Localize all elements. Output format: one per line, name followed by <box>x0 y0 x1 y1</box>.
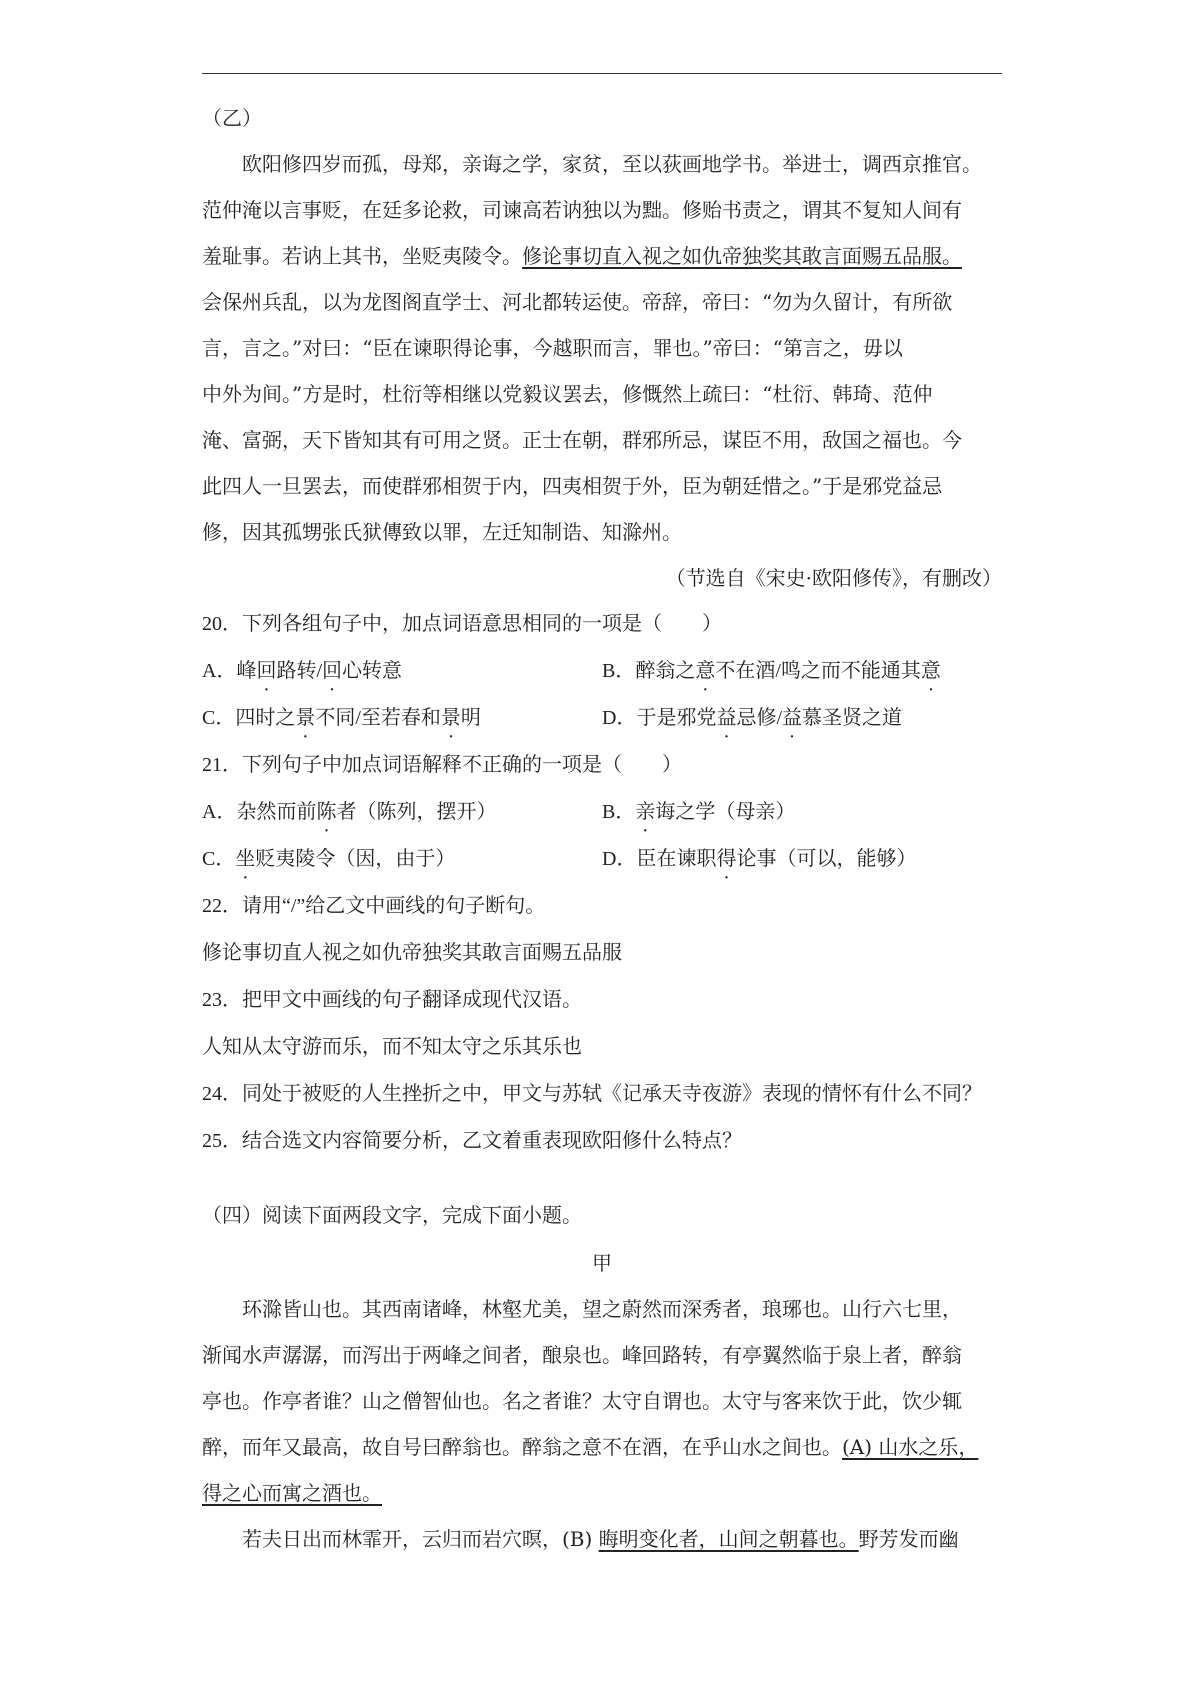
section-4-heading: （四）阅读下面两段文字，完成下面小题。 <box>202 1205 582 1227</box>
passage-jia-line <box>202 1424 1002 1470</box>
dotted-word: 意 <box>695 660 716 682</box>
passage-jia-text: 野芳发而幽 <box>858 1527 959 1551</box>
dotted-word: 得 <box>716 848 737 870</box>
option-text: 明 <box>460 707 481 729</box>
dotted-word: 陈 <box>316 801 337 823</box>
passage-yi-text: 羞耻事。若讷上其书，坐贬夷陵令。 <box>202 244 522 268</box>
underlined-sentence-b: 晦明变化者，山间之朝暮也。 <box>598 1527 859 1551</box>
dotted-word: 益 <box>716 707 737 729</box>
option-text: 者（陈列，摆开） <box>336 801 497 823</box>
dotted-word: 回 <box>322 660 343 682</box>
option-text: 诲之学（母亲） <box>655 801 796 823</box>
question-20-option-c <box>202 695 602 742</box>
option-text: B．醉翁之 <box>602 660 696 682</box>
question-21-options-row <box>202 836 1002 883</box>
dotted-word: 益 <box>782 707 803 729</box>
passage-jia-line <box>202 1470 1002 1516</box>
passage-jia-line: 环滁皆山也。其西南诸峰，林壑尤美，望之蔚然而深秀者，琅琊也。山行六七里， <box>242 1297 962 1321</box>
question-22-sentence: 修论事切直人视之如仇帝独奖其敢言面赐五品服 <box>202 942 622 964</box>
option-text: D．于是邪党 <box>602 707 717 729</box>
question-21-options-row <box>202 789 1002 836</box>
option-text: C． <box>202 848 236 870</box>
document-page <box>202 95 1002 1562</box>
option-text: 不在酒/鸣之而不能通其 <box>715 660 921 682</box>
question-20-option-b <box>602 648 1002 695</box>
passage-jia-label: 甲 <box>592 1251 612 1275</box>
option-text: B． <box>602 801 636 823</box>
option-text: A．杂然而前 <box>202 801 317 823</box>
dotted-word: 亲 <box>635 801 656 823</box>
question-24-stem: 24．同处于被贬的人生挫折之中，甲文与苏轼《记承天寺夜游》表现的情怀有什么不同？ <box>202 1083 982 1105</box>
dotted-word: 回 <box>256 660 277 682</box>
option-text: 心转意 <box>342 660 403 682</box>
passage-jia-line: 渐闻水声潺潺，而泻出于两峰之间者，酿泉也。峰回路转，有亭翼然临于泉上者，醉翁 <box>202 1343 962 1367</box>
option-text: A．峰 <box>202 660 257 682</box>
passage-yi-line <box>202 233 1002 279</box>
passage-yi-line: 言，言之。”对曰：“臣在谏职得论事，今越职而言，罪也。”帝曰：“第言之，毋以 <box>202 336 903 360</box>
passage-source: （节选自《宋史·欧阳修传》，有删改） <box>665 566 1002 590</box>
question-23-stem: 23．把甲文中画线的句子翻译成现代汉语。 <box>202 989 582 1011</box>
underlined-sentence-a: 得之心而寓之酒也。 <box>202 1481 382 1505</box>
passage-yi-line: 范仲淹以言事贬，在廷多论救，司谏高若讷独以为黜。修贻书责之，谓其不复知人间有 <box>202 198 962 222</box>
option-text: 慕圣贤之道 <box>802 707 903 729</box>
dotted-word: 景 <box>440 707 461 729</box>
dotted-word: 坐 <box>235 848 256 870</box>
option-text: 路转/ <box>276 660 323 682</box>
dotted-word: 景 <box>295 707 316 729</box>
question-21-option-c <box>202 836 602 883</box>
question-20-option-d <box>602 695 1002 742</box>
question-20-options-row <box>202 695 1002 742</box>
passage-yi-line: 此四人一旦罢去，而使群邪相贺于内，四夷相贺于外，臣为朝廷惜之。”于是邪党益忌 <box>202 474 943 498</box>
question-20-stem: 20．下列各组句子中，加点词语意思相同的一项是（ ） <box>202 613 722 635</box>
option-text: 忌修/ <box>736 707 783 729</box>
question-21-option-a <box>202 789 602 836</box>
option-text: D．臣在谏职 <box>602 848 717 870</box>
dotted-word: 意 <box>920 660 941 682</box>
passage-yi-line: 中外为间。”方是时，杜衍等相继以党毅议罢去，修慨然上疏曰：“杜衍、韩琦、范仲 <box>202 382 933 406</box>
question-21-option-b <box>602 789 1002 836</box>
passage-yi-line: 会保州兵乱，以为龙图阁直学士、河北都转运使。帝辞，帝曰：“勿为久留计，有所欲 <box>202 290 953 314</box>
question-23-sentence: 人知从太守游而乐，而不知太守之乐其乐也 <box>202 1036 582 1058</box>
passage-yi-label: （乙） <box>202 106 262 130</box>
option-text: C．四时之 <box>202 707 296 729</box>
option-text: 不同/至若春和 <box>315 707 441 729</box>
passage-yi-line: 淹、富弼，天下皆知其有可用之贤。正士在朝，群邪所忌，谋臣不用，敌国之福也。今 <box>202 428 962 452</box>
question-20-option-a <box>202 648 602 695</box>
passage-jia-text: 醉，而年又最高，故自号曰醉翁也。醉翁之意不在酒，在乎山水之间也。 <box>202 1435 842 1459</box>
option-text: 贬夷陵令（因，由于） <box>255 848 456 870</box>
question-25-stem: 25．结合选文内容简要分析，乙文着重表现欧阳修什么特点？ <box>202 1130 742 1152</box>
passage-yi-line: 修，因其孤甥张氏狱傳致以罪，左迁知制诰、知滁州。 <box>202 520 682 544</box>
question-21-option-d <box>602 836 1002 883</box>
passage-jia-line: 亭也。作亭者谁？山之僧智仙也。名之者谁？太守自谓也。太守与客来饮于此，饮少辄 <box>202 1389 962 1413</box>
underlined-sentence: 修论事切直入视之如仇帝独奖其敢言面赐五品服。 <box>522 244 962 268</box>
question-21-stem: 21．下列句子中加点词语解释不正确的一项是（ ） <box>202 754 682 776</box>
underlined-sentence-a: (A) 山水之乐， <box>842 1435 979 1459</box>
question-22-stem: 22．请用“/”给乙文中画线的句子断句。 <box>202 895 546 917</box>
question-20-options-row <box>202 648 1002 695</box>
option-text: 论事（可以，能够） <box>736 848 917 870</box>
passage-jia-text: 若夫日出而林霏开，云归而岩穴暝，(B) <box>242 1527 599 1551</box>
spacer <box>202 1165 1002 1193</box>
passage-yi-line: 欧阳修四岁而孤，母郑，亲诲之学，家贫，至以荻画地学书。举进士，调西京推官。 <box>242 152 982 176</box>
passage-jia-line <box>202 1516 1002 1562</box>
header-rule <box>202 73 1002 74</box>
